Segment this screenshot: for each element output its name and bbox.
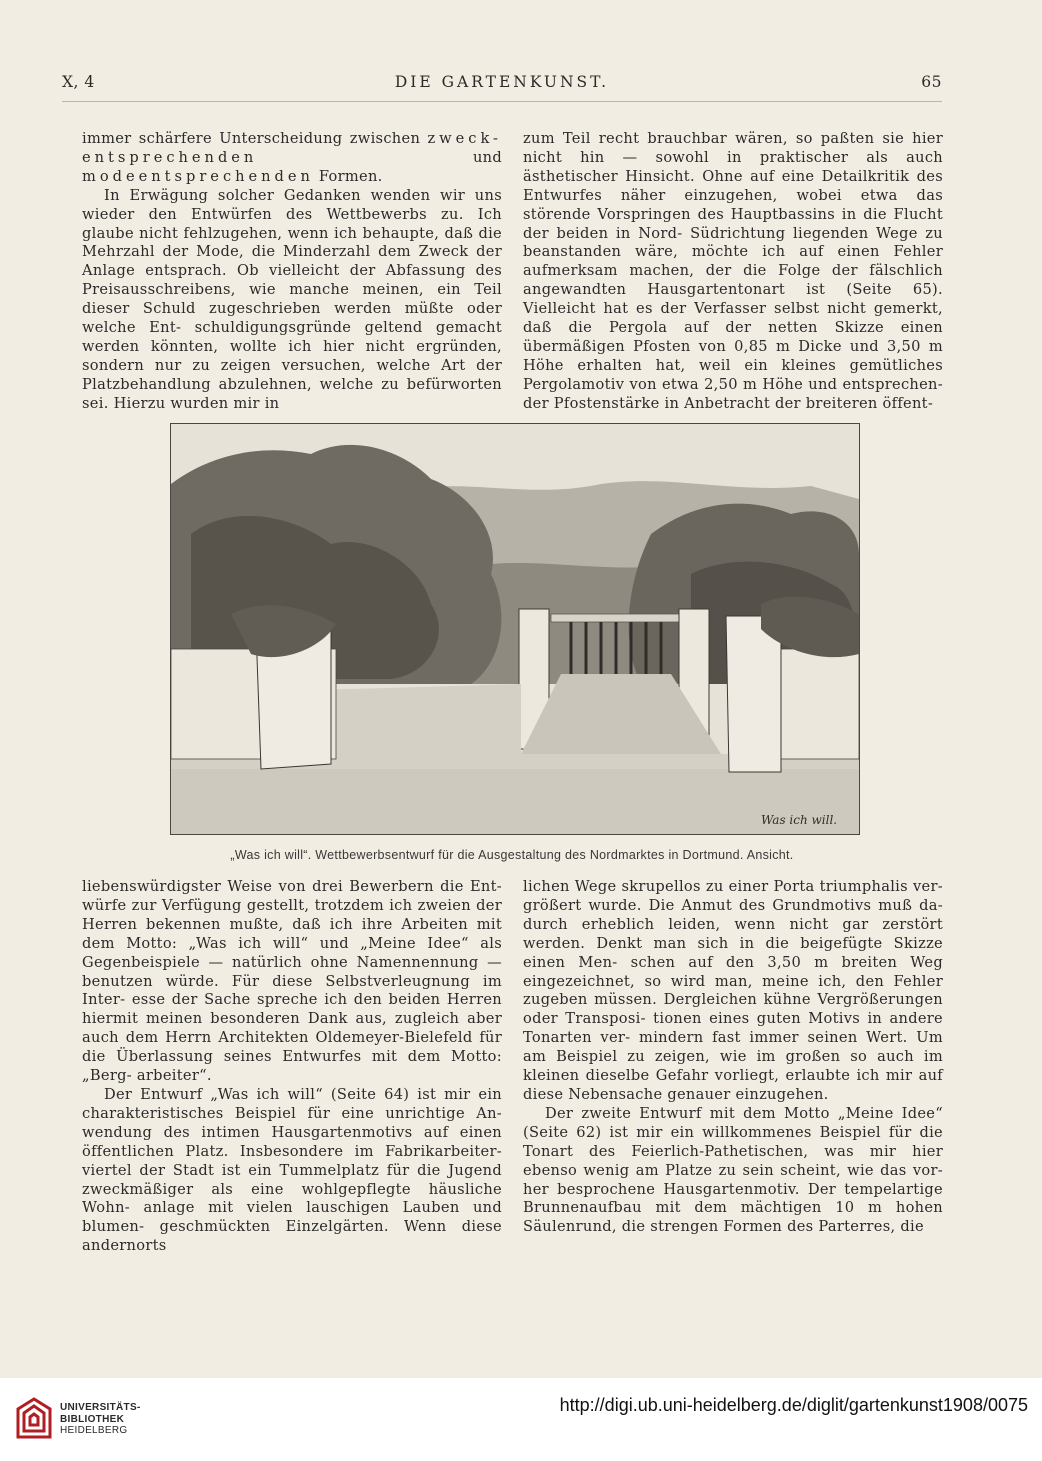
paragraph: Der Entwurf „Was ich will“ (Seite 64) ist mir ein charakteristisches Beispiel für eine unrichtige An- wendung des intimen Hausgartenmotivs auf einen öffentlichen Platz. Insbesondere im Fabrikarbeiter- viertel der Stadt ist ein Tummelplatz für die Jugend zweckmäßiger als eine wohlgepflegte häusliche Wohn- anlage mit vielen lauschigen Lauben und blumen- geschmückten Einzelgärten. Wenn diese andernorts bbox=[82, 1085, 502, 1255]
library-logo-icon bbox=[14, 1395, 54, 1441]
header-rule bbox=[62, 101, 942, 102]
journal-title: DIE GARTENKUNST. bbox=[394, 73, 610, 91]
paragraph: lichen Wege skrupellos zu einer Porta triumphalis ver- größert wurde. Die Anmut des Grundmotivs muß da- durch erheblich leiden, wenn nicht gar zerstört werden. Denkt man sich in die beigefügte Skizze einen Men- schen auf den 3,50 m breiten Weg eingezeichnet, so wird man, meine ich, den Fehler zugeben müssen. Dergleichen kühne Vergrößerungen oder Transposi- tionen eines guten Motivs in andere Tonarten ver- mindern fast immer seinen Wert. Um am Beispiel zu zeigen, wie im großen so auch im kleinen dieselbe Gefahr vorliegt, erlaubte ich mir auf diese Nebensache genauer einzugehen. bbox=[523, 878, 943, 1103]
column-right-top bbox=[523, 130, 943, 414]
footer-band bbox=[0, 1378, 1042, 1461]
figure-caption: „Was ich will“. Wettbewerbsentwurf für die Ausgestaltung des Nordmarktes in Dortmund. Ansicht. bbox=[230, 848, 794, 862]
illustration-garden-gate bbox=[170, 423, 860, 835]
paragraph: liebenswürdigster Weise von drei Bewerbern die Ent- würfe zur Verfügung gestellt, trotzdem ich zweien der Herren bekennen mußte, daß ich ihre Arbeiten mit dem Motto: „Was ich will“ und „Meine Idee“ als Gegenbeispiele — natürlich ohne Namennennung — benutzen würde. Für diese Selbstverleugnung im Inter- esse der Sache spreche ich den beiden Herren hiermit meinen besonderen Dank aus, zugleich aber auch dem Herrn Architekten Oldemeyer-Bielefeld für die Überlassung seines Entwurfes mit dem Motto: „Berg- arbeiter“. bbox=[82, 878, 502, 1085]
garden-sketch bbox=[171, 424, 859, 834]
paragraph: immer schärfere Unterscheidung zwischen zweck- entsprechenden und modeentsprechenden Formen. bbox=[82, 130, 502, 185]
paragraph: In Erwägung solcher Gedanken wenden wir uns wieder den Entwürfen des Wettbewerbs zu. Ich glaube nicht fehlzugehen, wenn ich behaupte, daß die Mehrzahl der Mode, die Minderzahl dem Zweck der Anlage entsprach. Ob vielleicht der Abfassung des Preisausschreibens, wie manche meinen, ein Teil dieser Schuld zugeschrieben werden müßte oder welche Ent- schuldigungsgründe geltend gemacht werden könnten, wollte ich hier nicht ergründen, sondern nur zu zeigen versuchen, welche Art der Platzbehandlung abzulehnen, welche zu befürworten sei. Hierzu wurden mir in bbox=[82, 186, 502, 412]
figure-signature: Was ich will. bbox=[761, 813, 838, 827]
paragraph: zum Teil recht brauchbar wären, so paßten sie hier nicht hin — sowohl in praktischer als auch ästhetischer Hinsicht. Ohne auf eine Detailkritik des Entwurfes näher einzugehen, wobei etwa das störende Vorspringen des Hauptbassins in die Flucht der beiden in Nord- Südrichtung liegenden Wege zu beanstanden wäre, möchte ich auf einen Fehler aufmerksam machen, der die Folge der fälschlich angewandten Hausgartentonart ist (Seite 65). Vielleicht hat es der Verfasser selbst nicht gemerkt, daß die Pergola auf der netten Skizze einen übermäßigen Pfosten von 0,85 m Dicke und 3,50 m Höhe erhalten hat, weil ein kleines gemütliches Pergolamotiv von etwa 2,50 m Höhe und entsprechen- der Pfostenstärke in Anbetracht der breiteren öffent- bbox=[523, 130, 943, 412]
paragraph: Der zweite Entwurf mit dem Motto „Meine Idee“ (Seite 62) ist mir ein willkommenes Beispiel für die Tonart des Feierlich-Pathetischen, was mir hier ebenso wenig am Platze zu sein scheint, wie das vor- her besprochene Hausgartenmotiv. Der tempelartige Brunnenaufbau mit dem mächtigen 10 m hohen Säulenrund, die strengen Formen des Parterres, die bbox=[523, 1104, 943, 1236]
column-left-top bbox=[82, 130, 502, 414]
source-url[interactable]: http://digi.ub.uni-heidelberg.de/diglit/gartenkunst1908/0075 bbox=[559, 1395, 1028, 1415]
page-number: 65 bbox=[921, 73, 942, 91]
volume-issue: X, 4 bbox=[62, 73, 95, 91]
column-right-bottom bbox=[523, 878, 943, 1237]
library-name: UNIVERSITÄTS- BIBLIOTHEK HEIDELBERG bbox=[60, 1402, 141, 1436]
column-left-bottom bbox=[82, 878, 502, 1256]
running-header bbox=[62, 73, 942, 97]
